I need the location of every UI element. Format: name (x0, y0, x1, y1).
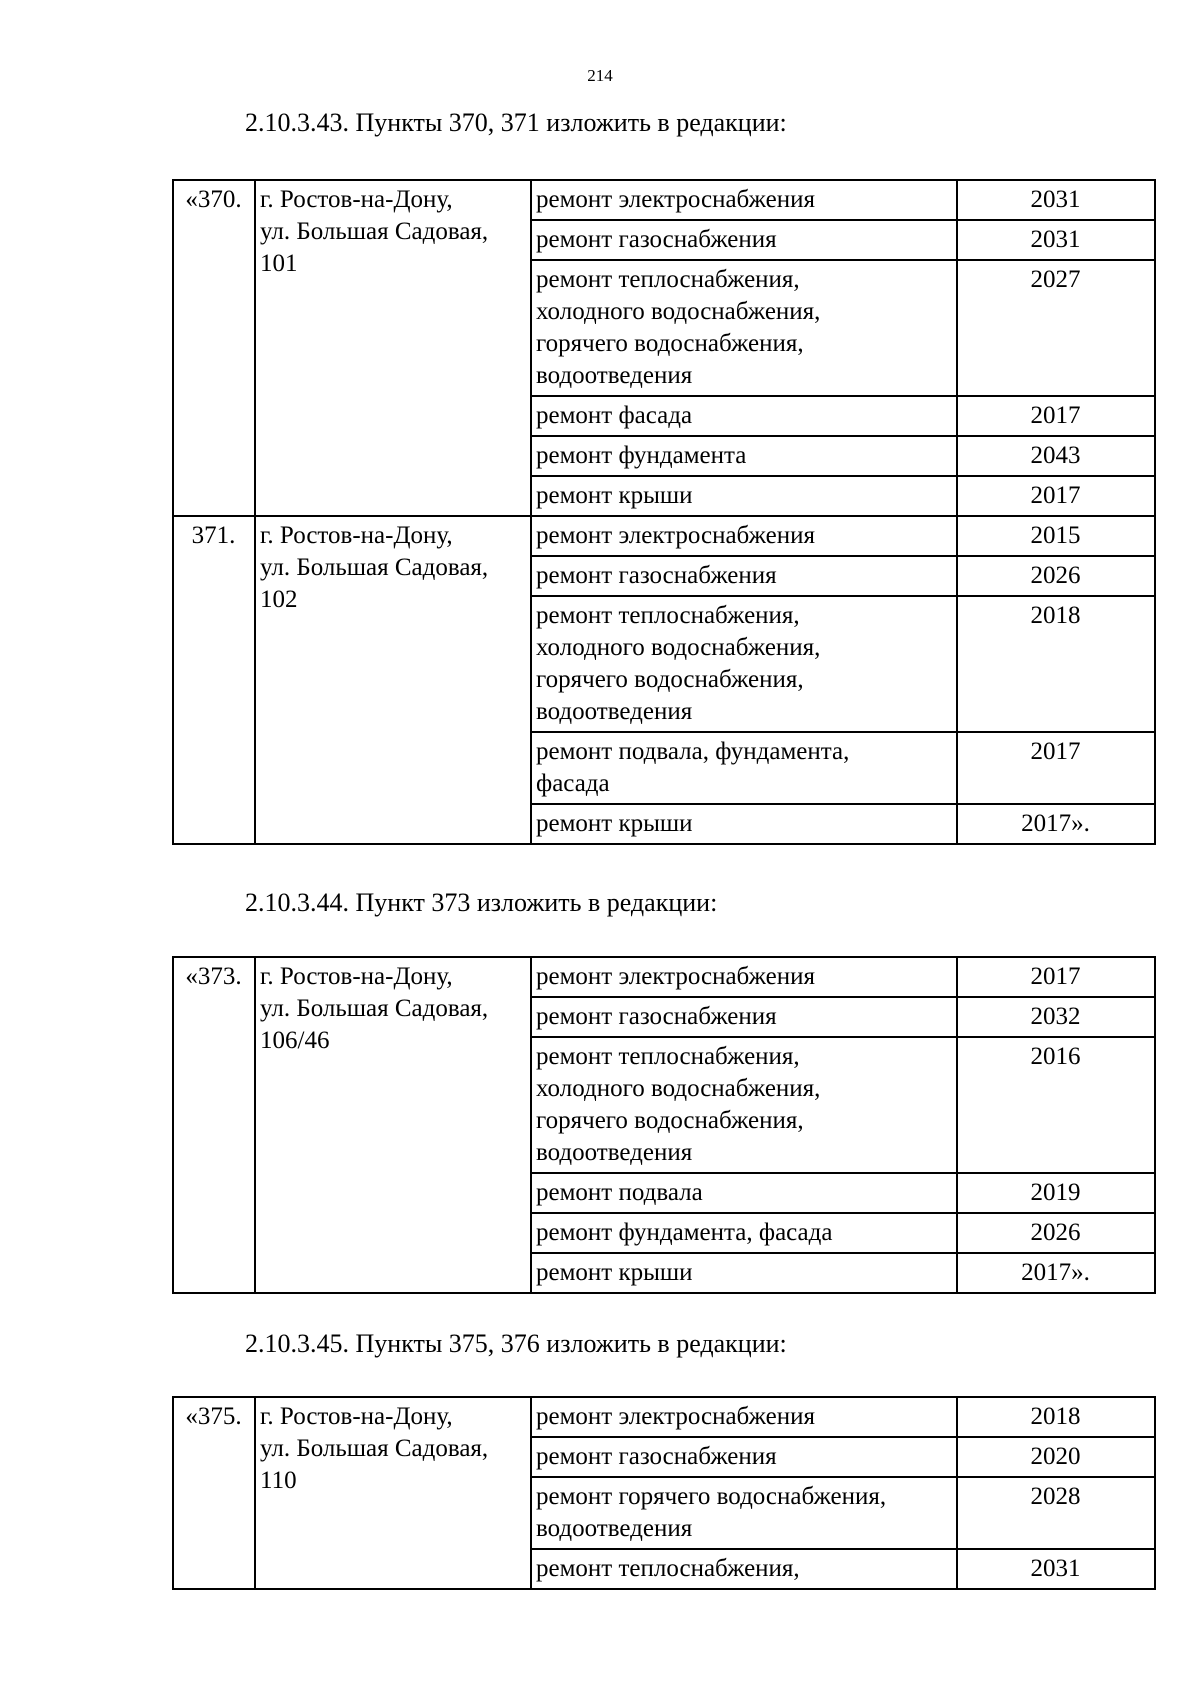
year-cell: 2016 (957, 1037, 1155, 1173)
year-cell: 2020 (957, 1437, 1155, 1477)
table-row (173, 1397, 1155, 1437)
item-number: «375. (173, 1397, 255, 1589)
work-cell: ремонт подвала (531, 1173, 957, 1213)
work-cell: ремонт фасада (531, 396, 957, 436)
work-cell: ремонт теплоснабжения, холодного водоснабжения, горячего водоснабжения, водоотведения (531, 260, 957, 396)
item-number: «373. (173, 957, 255, 1293)
year-cell: 2032 (957, 997, 1155, 1037)
address-cell: г. Ростов-на-Дону, ул. Большая Садовая, 110 (255, 1397, 531, 1589)
work-cell: ремонт электроснабжения (531, 516, 957, 556)
table-row (173, 180, 1155, 220)
year-cell: 2017». (957, 804, 1155, 844)
year-cell: 2031 (957, 1549, 1155, 1589)
work-cell: ремонт газоснабжения (531, 1437, 957, 1477)
address-cell: г. Ростов-на-Дону, ул. Большая Садовая, 102 (255, 516, 531, 844)
year-cell: 2026 (957, 1213, 1155, 1253)
section-heading: 2.10.3.43. Пункты 370, 371 изложить в редакции: (245, 108, 787, 137)
amendment-table (172, 1396, 1156, 1590)
year-cell: 2017 (957, 732, 1155, 804)
work-cell: ремонт фундамента (531, 436, 957, 476)
amendment-table (172, 179, 1156, 845)
work-cell: ремонт электроснабжения (531, 957, 957, 997)
amendment-table (172, 956, 1156, 1294)
section-heading: 2.10.3.45. Пункты 375, 376 изложить в редакции: (245, 1329, 787, 1358)
table-row (173, 957, 1155, 997)
work-cell: ремонт электроснабжения (531, 180, 957, 220)
year-cell: 2015 (957, 516, 1155, 556)
item-number: «370. (173, 180, 255, 516)
work-cell: ремонт крыши (531, 804, 957, 844)
year-cell: 2018 (957, 596, 1155, 732)
address-cell: г. Ростов-на-Дону, ул. Большая Садовая, 106/46 (255, 957, 531, 1293)
year-cell: 2017 (957, 957, 1155, 997)
section-heading: 2.10.3.44. Пункт 373 изложить в редакции: (245, 888, 718, 917)
work-cell: ремонт горячего водоснабжения, водоотведения (531, 1477, 957, 1549)
table-row (173, 516, 1155, 556)
year-cell: 2017 (957, 396, 1155, 436)
work-cell: ремонт теплоснабжения, холодного водоснабжения, горячего водоснабжения, водоотведения (531, 596, 957, 732)
year-cell: 2017 (957, 476, 1155, 516)
work-cell: ремонт фундамента, фасада (531, 1213, 957, 1253)
page-number: 214 (587, 66, 613, 85)
work-cell: ремонт газоснабжения (531, 997, 957, 1037)
year-cell: 2031 (957, 220, 1155, 260)
year-cell: 2031 (957, 180, 1155, 220)
work-cell: ремонт крыши (531, 1253, 957, 1293)
year-cell: 2017». (957, 1253, 1155, 1293)
item-number: 371. (173, 516, 255, 844)
year-cell: 2019 (957, 1173, 1155, 1213)
year-cell: 2026 (957, 556, 1155, 596)
year-cell: 2028 (957, 1477, 1155, 1549)
year-cell: 2043 (957, 436, 1155, 476)
work-cell: ремонт газоснабжения (531, 220, 957, 260)
work-cell: ремонт электроснабжения (531, 1397, 957, 1437)
address-cell: г. Ростов-на-Дону, ул. Большая Садовая, 101 (255, 180, 531, 516)
work-cell: ремонт теплоснабжения, (531, 1549, 957, 1589)
year-cell: 2027 (957, 260, 1155, 396)
work-cell: ремонт теплоснабжения, холодного водоснабжения, горячего водоснабжения, водоотведения (531, 1037, 957, 1173)
work-cell: ремонт газоснабжения (531, 556, 957, 596)
year-cell: 2018 (957, 1397, 1155, 1437)
work-cell: ремонт подвала, фундамента, фасада (531, 732, 957, 804)
work-cell: ремонт крыши (531, 476, 957, 516)
